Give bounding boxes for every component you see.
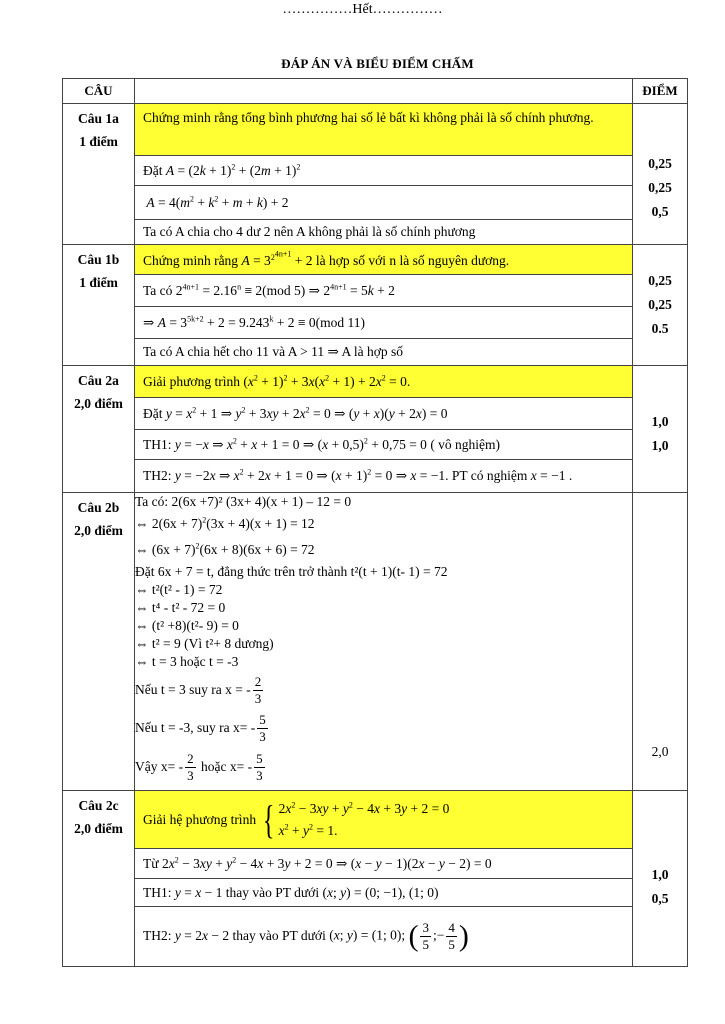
fraction: $\frac{5}{3}$	[259, 711, 266, 744]
question-weight: 1 điểm	[79, 275, 118, 290]
score-cell	[633, 791, 688, 967]
formula: y = −2x ⇒ $x^2 + 2x + 1 = 0$ ⇒ $(x + 1)^2 = 0$ ⇒ x = −1	[174, 467, 446, 483]
formula: $(x^2 + 1)^2 + 3x(x^2 + 1) + 2x^2 = 0$.	[243, 373, 411, 389]
formula: y = −x ⇒ $x^2 + x + 1 = 0$ ⇒ $(x + 0,5)^2 + 0,75 = 0$	[174, 436, 427, 452]
score-value: 0,25	[648, 273, 672, 288]
table-row-q1b	[63, 245, 688, 366]
score-value: 1,0	[651, 414, 669, 429]
solution-step	[135, 849, 632, 879]
formula: (x; y) = (1; 0); ( $\frac{3}{5}$ ;− $\frac{4}{5}$ )	[329, 919, 469, 952]
solution-line	[135, 709, 632, 747]
formula: y = x − 1	[174, 885, 223, 900]
case-note: ( vô nghiệm)	[430, 437, 501, 452]
solution-line: ⇔ t²(t² - 1) = 72	[135, 582, 223, 597]
solution-step	[135, 460, 632, 492]
formula: $A = 3^{2^{4n+1}} + 2$	[241, 248, 313, 268]
case-prefix: TH1:	[143, 437, 172, 452]
case-mid: thay vào PT dưới	[225, 885, 320, 900]
conclusion-mid: hoặc x= -	[200, 759, 253, 774]
solution-line: ⇔ t⁴ - t² - 72 = 0	[135, 600, 226, 615]
question-label: Câu 1a	[78, 111, 119, 126]
table-row-q2a	[63, 366, 688, 493]
question-label: Câu 2a	[78, 373, 119, 388]
solution-line: Ta có: 2(6x +7)² (3x+ 4)(x + 1) – 12 = 0	[135, 494, 352, 509]
page-title: ĐÁP ÁN VÀ BIỂU ĐIỂM CHẤM	[281, 56, 474, 71]
statement-prefix: Giải hệ phương trình	[143, 811, 257, 827]
formula: (x; y) = (0; −1), (1; 0)	[322, 885, 439, 900]
header-score: ĐIỂM	[633, 79, 688, 104]
problem-statement	[135, 245, 632, 275]
step-prefix: Ta có	[143, 283, 173, 298]
problem-statement	[135, 791, 632, 849]
formula: $2x^2 - 3xy + y^2 - 4x + 3y + 2 = 0$ ⇒ (x − y − 1)(2x − y − 2) = 0	[161, 855, 492, 871]
conclusion-prefix: Vậy x= -	[135, 759, 184, 774]
fraction: $\frac{2}{3}$	[254, 673, 262, 706]
question-cell	[63, 366, 135, 493]
case-prefix: Nếu t = 3 suy ra x = -	[135, 682, 251, 697]
formula: $2x^2 - 3xy + y^2 - 4x + 3y + 2 = 0$	[278, 800, 450, 816]
formula: $A = 4(m^2 + k^2 + m + k) + 2$	[146, 194, 289, 210]
formula: $2^{4n+1} = 2.16^n \equiv 2(mod$ 5) ⇒ $2^{4n+1} = 5k + 2$	[175, 282, 395, 298]
solution-line	[135, 747, 632, 787]
problem-statement	[135, 366, 632, 398]
solution-cell	[135, 104, 633, 245]
question-label: Câu 1b	[77, 252, 120, 267]
solution-cell	[135, 366, 633, 493]
step-prefix: Đặt	[143, 163, 163, 178]
case-prefix: TH2:	[143, 928, 172, 943]
score-value: 0,25	[648, 156, 672, 171]
question-weight: 2,0 điểm	[74, 523, 123, 538]
solution-step: Ta có A chia cho 4 dư 2 nên A không phải là số chính phương	[143, 224, 476, 239]
score-value: 0.5	[651, 321, 669, 336]
question-weight: 2,0 điểm	[74, 821, 123, 836]
formula: $x^2 + y^2 = 1$.	[278, 822, 338, 838]
score-value: 0,5	[651, 891, 669, 906]
solution-step	[135, 156, 632, 186]
answer-table	[62, 78, 688, 967]
question-cell	[63, 104, 135, 245]
score-value: 1,0	[651, 438, 669, 453]
fraction: $\frac{2}{3}$	[187, 750, 194, 783]
solution-cell	[135, 493, 633, 791]
problem-statement: Chứng minh rằng tổng bình phương hai số lẻ bất kì không phải là số chính phương.	[135, 104, 632, 156]
statement-prefix: Giải phương trình	[143, 374, 240, 389]
solution-step	[135, 307, 632, 339]
question-cell	[63, 791, 135, 967]
case-prefix: TH2:	[143, 468, 172, 483]
score-cell	[633, 366, 688, 493]
score-cell	[633, 104, 688, 245]
question-label: Câu 2b	[77, 500, 120, 515]
solution-cell	[135, 791, 633, 967]
solution-step: Ta có A chia hết cho 11 và A > 11 ⇒ A là hợp số	[143, 344, 403, 359]
score-value: 1,0	[651, 867, 669, 882]
solution-line	[135, 671, 632, 709]
question-weight: 2,0 điểm	[74, 396, 123, 411]
solution-line: ⇔ $(6x + 7)^2(6x + 8)(6x + 6) = 72$	[135, 541, 315, 557]
score-cell	[633, 493, 688, 791]
formula: $y = x^2 + 1$ ⇒ $y^2 + 3xy + 2x^2 = 0$ ⇒ (y + x)(y + 2x) = 0	[165, 405, 448, 421]
solution-line: ⇔ (t² +8)(t²- 9) = 0	[135, 618, 239, 633]
solution-step	[135, 879, 632, 907]
solution-step	[135, 275, 632, 307]
score-value: 0,25	[648, 297, 672, 312]
header-question: CÂU	[63, 79, 135, 104]
step-prefix: Từ	[143, 856, 159, 871]
score-value: 0,5	[651, 204, 669, 219]
end-marker: ……………Hết……………	[282, 2, 443, 17]
solution-line: ⇔ t² = 9 (Vì t²+ 8 dương)	[135, 636, 274, 651]
solution-step	[135, 430, 632, 460]
case-prefix: TH1:	[143, 885, 172, 900]
solution-line: ⇔ t = 3 hoặc t = -3	[135, 654, 239, 669]
solution-cell	[135, 245, 633, 366]
fraction: $\frac{5}{3}$	[256, 750, 263, 783]
statement-suffix: là hợp số với n là số nguyên dương.	[315, 253, 510, 268]
formula: $A = (2k + 1)^2 + (2m + 1)^2$	[165, 162, 301, 178]
table-header-row	[63, 79, 688, 104]
table-row-q1a	[63, 104, 688, 245]
case-note: . PT có nghiệm	[445, 468, 528, 483]
solution-step	[135, 186, 632, 220]
score-value: 0,25	[648, 180, 672, 195]
table-row-q2c	[63, 791, 688, 967]
case-prefix: Nếu t = -3, suy ra x= -	[135, 720, 256, 735]
solution-step	[135, 907, 632, 965]
step-prefix: Đặt	[143, 406, 163, 421]
score-cell	[633, 245, 688, 366]
score-value: 2,0	[651, 744, 669, 759]
formula: y = 2x − 2	[174, 928, 230, 943]
solution-line: Đặt 6x + 7 = t, đẳng thức trên trở thành t²(t + 1)(t- 1) = 72	[135, 564, 448, 579]
question-cell	[63, 245, 135, 366]
formula: x = −1 .	[530, 468, 573, 483]
statement-prefix: Chứng minh rằng	[143, 253, 239, 268]
header-blank	[135, 79, 633, 104]
question-cell	[63, 493, 135, 791]
solution-step	[135, 398, 632, 430]
equation-system: { $2x^2 - 3xy + y^2 - 4x + 3y + 2 = 0$ $x^2 + y^2 = 1$.	[263, 796, 450, 842]
formula: ⇒ $A = 3^{5k+2} + 2 = 9.243^k + 2 \equiv 0(mod$ 11)	[143, 314, 366, 330]
question-weight: 1 điểm	[79, 134, 118, 149]
case-mid: thay vào PT dưới	[232, 928, 326, 943]
solution-line: ⇔ $2(6x + 7)^2(3x + 4)(x + 1) = 12$	[135, 515, 315, 531]
question-label: Câu 2c	[78, 798, 119, 813]
table-row-q2b	[63, 493, 688, 791]
